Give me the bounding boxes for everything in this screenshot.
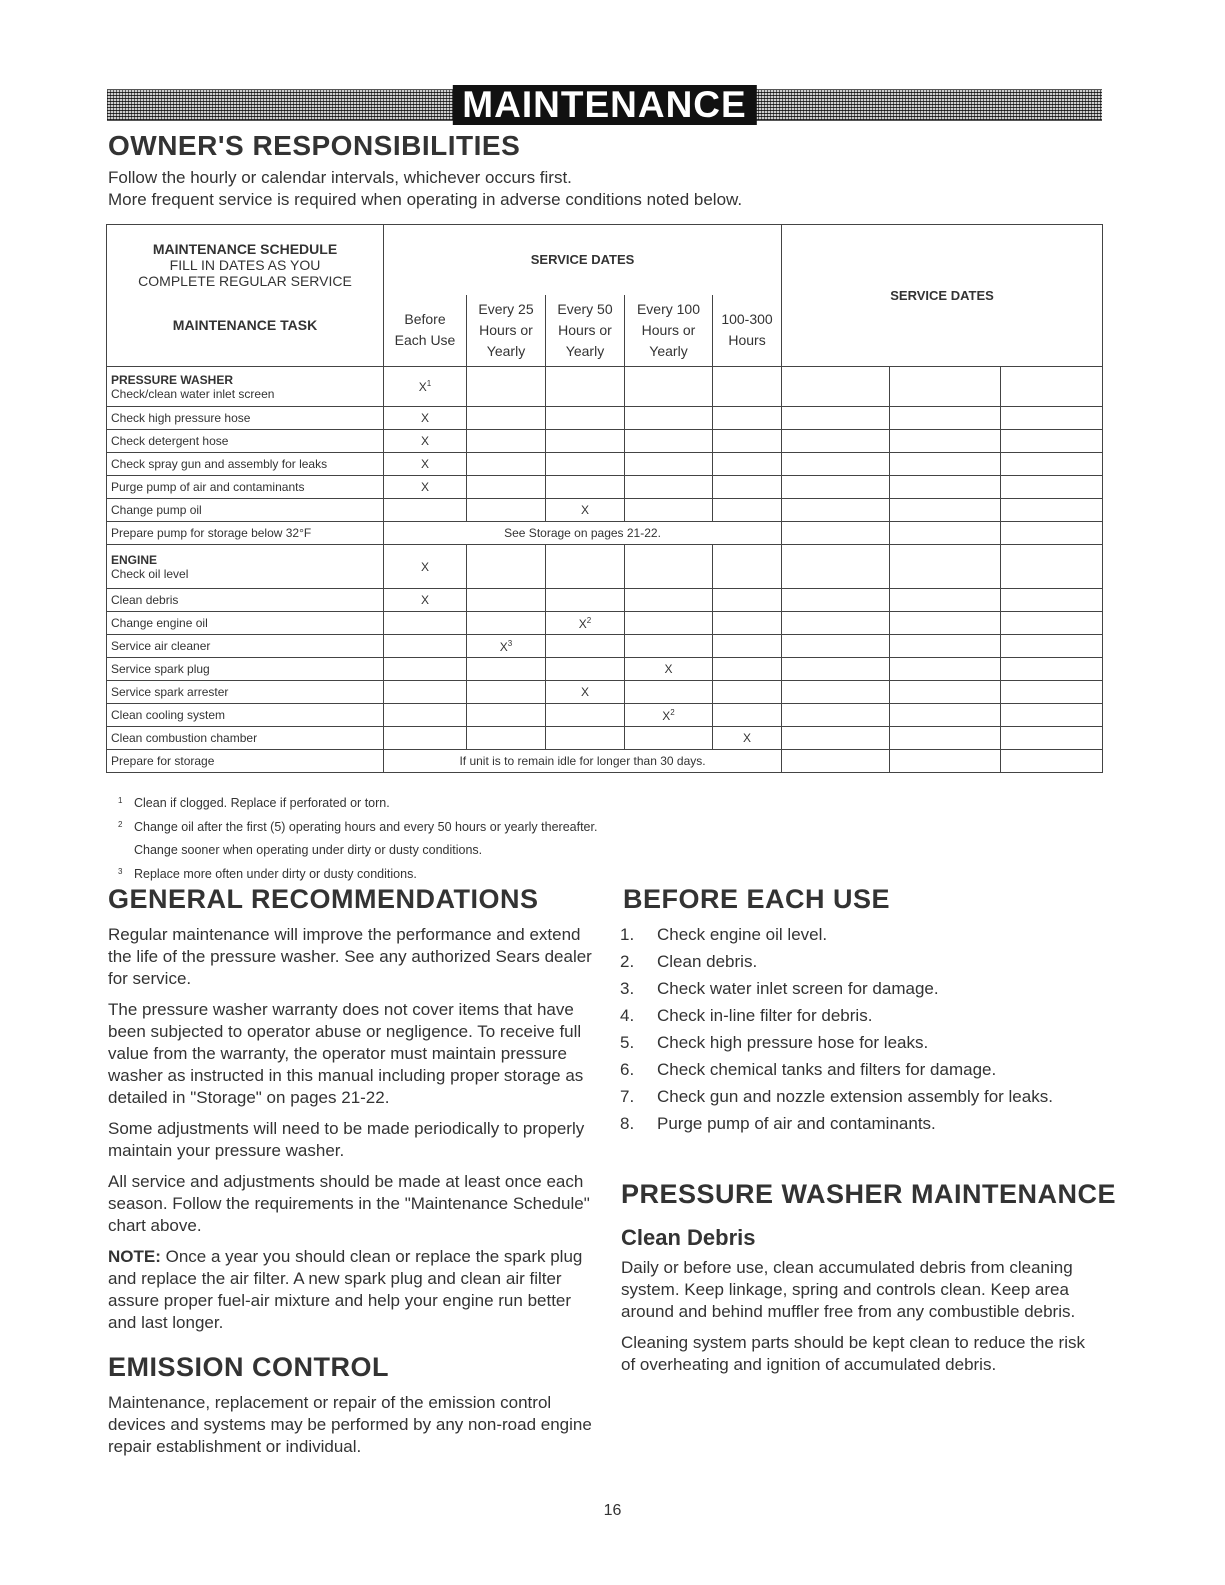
table-row <box>107 658 1103 681</box>
table-row <box>107 430 1103 453</box>
task-cell: PRESSURE WASHER Check/clean water inlet screen <box>107 367 384 407</box>
service-dates-right-header: SERVICE DATES <box>782 225 1103 367</box>
list-item: 6. Check chemical tanks and filters for damage. <box>620 1060 997 1079</box>
note-cell: See Storage on pages 21-22. <box>384 522 782 545</box>
mark-cell: $X^3$ <box>467 635 546 658</box>
clean-debris-subtitle: Clean Debris <box>621 1225 756 1250</box>
mark-cell: $X^2$ <box>546 612 625 635</box>
before-each-use-title: BEFORE EACH USE <box>623 884 891 914</box>
schedule-header-cell <box>107 225 384 367</box>
list-item: 3. Check water inlet screen for damage. <box>620 979 939 998</box>
schedule-header-line3: COMPLETE REGULAR SERVICE <box>138 272 352 289</box>
table-row <box>107 750 1103 773</box>
task-cell: Check detergent hose <box>107 430 384 453</box>
footnotes <box>118 792 597 886</box>
clean-debris-text <box>621 1257 1101 1385</box>
mark-cell: X <box>384 476 467 499</box>
col-every-50: Every 50 Hours or Yearly <box>546 295 625 367</box>
list-item: 7. Check gun and nozzle extension assembly for leaks. <box>620 1087 1053 1106</box>
task-cell: Clean cooling system <box>107 704 384 727</box>
service-dates-header: SERVICE DATES <box>384 225 782 295</box>
clean-debris-paragraph-1: Daily or before use, clean accumulated debris from cleaning system. Keep linkage, spring and controls clean. Keep area around and behind muffler free from any combustible debris. <box>621 1258 1076 1321</box>
list-item: 8. Purge pump of air and contaminants. <box>620 1114 936 1133</box>
task-cell: Clean combustion chamber <box>107 727 384 750</box>
task-cell: Check high pressure hose <box>107 407 384 430</box>
general-paragraph-3: Some adjustments will need to be made periodically to properly maintain your pressure washer. <box>108 1119 585 1160</box>
pressure-washer-maintenance-title: PRESSURE WASHER MAINTENANCE <box>621 1179 1117 1209</box>
mark-cell: $X^2$ <box>625 704 713 727</box>
task-cell: Change pump oil <box>107 499 384 522</box>
note-label: NOTE: <box>108 1247 161 1266</box>
banner-title: MAINTENANCE <box>452 85 756 125</box>
general-paragraph-2: The pressure washer warranty does not cover items that have been subjected to operator abuse or negligence. To receive full value from the warranty, the operator must maintain pressure washer as instructed in this manual including proper storage as detailed in "Storage" on pages 21-22. <box>108 1000 584 1107</box>
list-item: 2. Clean debris. <box>620 952 758 971</box>
list-item: 4. Check in-line filter for debris. <box>620 1006 873 1025</box>
footnote-2-continued: Change sooner when operating under dirty or dusty conditions. <box>134 843 483 857</box>
mark-cell: X <box>384 407 467 430</box>
table-row <box>107 522 1103 545</box>
maintenance-banner <box>107 84 1102 125</box>
list-item: 5. Check high pressure hose for leaks. <box>620 1033 929 1052</box>
intro-line-2: More frequent service is required when operating in adverse conditions noted below. <box>108 190 743 209</box>
owners-intro <box>108 167 742 211</box>
mark-cell: X <box>625 658 713 681</box>
task-cell: Prepare pump for storage below 32°F <box>107 522 384 545</box>
task-cell: ENGINE Check oil level <box>107 545 384 589</box>
category-engine: ENGINE <box>111 552 158 567</box>
maintenance-schedule-table <box>106 224 1103 773</box>
schedule-header-row <box>107 225 1103 295</box>
emission-control-title: EMISSION CONTROL <box>108 1352 390 1382</box>
task-cell: Service spark arrester <box>107 681 384 704</box>
col-before-each-use: Before Each Use <box>384 295 467 367</box>
mark-cell: X <box>713 727 782 750</box>
schedule-header-title: MAINTENANCE SCHEDULE <box>152 240 338 257</box>
general-recommendations-title: GENERAL RECOMMENDATIONS <box>108 884 539 914</box>
table-row <box>107 589 1103 612</box>
schedule-header-line2: FILL IN DATES AS YOU <box>169 256 321 273</box>
general-paragraph-4: All service and adjustments should be made at least once each season. Follow the requirements in the "Maintenance Schedule" chart above. <box>108 1172 590 1235</box>
clean-debris-paragraph-2: Cleaning system parts should be kept clean to reduce the risk of overheating and ignition of accumulated debris. <box>621 1333 1085 1374</box>
page-number: 16 <box>603 1502 622 1519</box>
task-cell: Change engine oil <box>107 612 384 635</box>
task-cell: Service air cleaner <box>107 635 384 658</box>
footnote-3: 3 Replace more often under dirty or dusty conditions. <box>118 866 417 881</box>
maintenance-task-header: MAINTENANCE TASK <box>172 316 318 333</box>
task-cell: Prepare for storage <box>107 750 384 773</box>
table-row <box>107 453 1103 476</box>
mark-cell: X <box>384 545 467 589</box>
table-row <box>107 367 1103 407</box>
intro-line-1: Follow the hourly or calendar intervals, whichever occurs first. <box>108 168 572 187</box>
col-every-25: Every 25 Hours or Yearly <box>467 295 546 367</box>
mark-cell: X <box>546 499 625 522</box>
list-item: 1. Check engine oil level. <box>620 925 828 944</box>
table-row <box>107 499 1103 522</box>
emission-control-text: Maintenance, replacement or repair of the emission control devices and systems may be performed by any non-road engine repair establishment or individual. <box>108 1393 592 1456</box>
mark-cell: X <box>384 430 467 453</box>
table-row <box>107 635 1103 658</box>
category-pressure-washer: PRESSURE WASHER <box>111 372 234 387</box>
owners-responsibilities-title: OWNER'S RESPONSIBILITIES <box>108 130 521 161</box>
mark-cell: X <box>384 453 467 476</box>
col-100-300: 100-300 Hours <box>713 295 782 367</box>
general-recommendations-text <box>108 924 593 1343</box>
table-row <box>107 704 1103 727</box>
table-row <box>107 545 1103 589</box>
before-each-use-list <box>620 924 1080 1140</box>
table-row <box>107 407 1103 430</box>
general-paragraph-1: Regular maintenance will improve the performance and extend the life of the pressure washer. See any authorized Sears dealer for service. <box>108 925 592 988</box>
footnote-1: 1 Clean if clogged. Replace if perforated or torn. <box>118 796 390 810</box>
table-row <box>107 612 1103 635</box>
task-cell: Service spark plug <box>107 658 384 681</box>
task-cell: Purge pump of air and contaminants <box>107 476 384 499</box>
footnote-2: 2 Change oil after the first (5) operating hours and every 50 hours or yearly thereafter. <box>118 819 598 834</box>
mark-cell: X <box>384 589 467 612</box>
table-row <box>107 681 1103 704</box>
table-row <box>107 476 1103 499</box>
table-row <box>107 727 1103 750</box>
mark-cell: $X^1$ <box>384 367 467 407</box>
note-cell: If unit is to remain idle for longer than 30 days. <box>384 750 782 773</box>
general-note: NOTE: Once a year you should clean or replace the spark plug and replace the air filter. A new spark plug and clean air filter assure proper fuel-air mixture and help your engine run better and last longer. <box>108 1247 583 1332</box>
task-cell: Clean debris <box>107 589 384 612</box>
task-cell: Check spray gun and assembly for leaks <box>107 453 384 476</box>
mark-cell: X <box>546 681 625 704</box>
col-every-100: Every 100 Hours or Yearly <box>625 295 713 367</box>
